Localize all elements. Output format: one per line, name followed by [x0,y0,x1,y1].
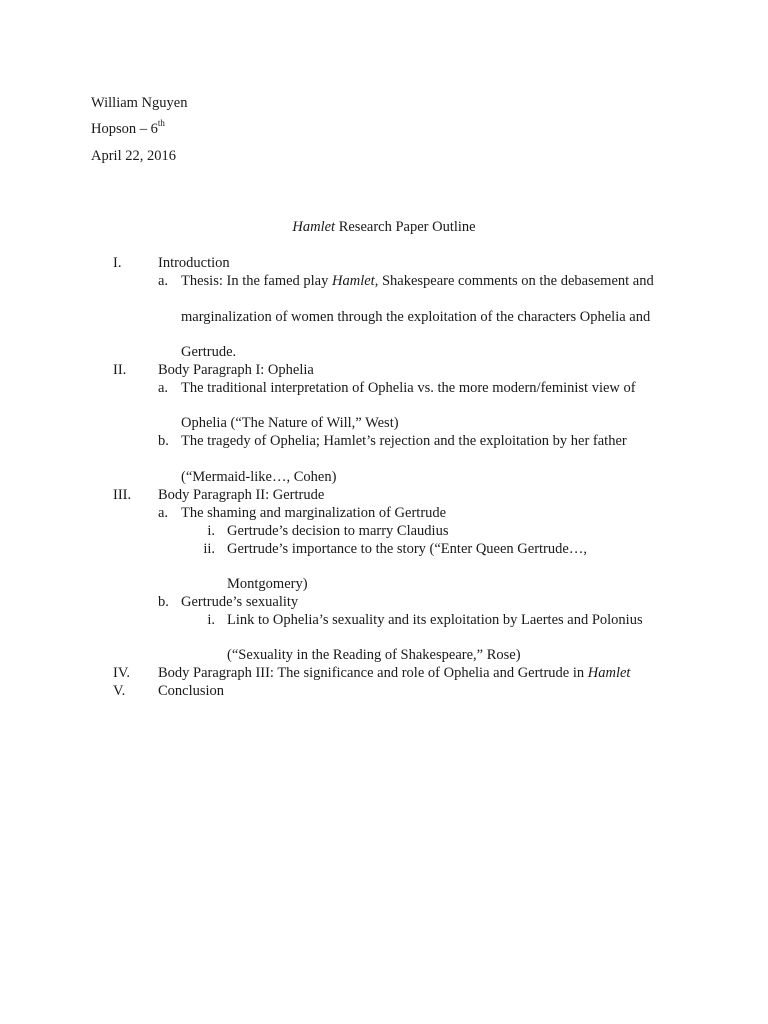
thesis-text-italic: Hamlet [332,273,375,289]
outline-heading-body-3 [158,664,630,682]
outline-sub-item-text: Link to Ophelia’s sexuality and its exploitation by Laertes and Polonius [227,612,643,628]
thesis-line-3: Gertrude. [181,344,237,360]
outline-heading-body-2: Body Paragraph II: Gertrude [158,487,325,503]
outline-sub-item-text: Montgomery) [227,576,308,592]
outline-marker: b. [158,433,169,449]
outline-marker: a. [158,380,169,396]
thesis-line-2: marginalization of women through the exploitation of the characters Ophelia and [181,309,651,325]
outline-marker: a. [158,273,169,289]
outline-item-text: Ophelia (“The Nature of Will,” West) [181,415,399,431]
class-period-superscript: th [157,118,165,129]
class-period-text: Hopson – 6 [91,121,158,137]
thesis-text-pre: Thesis: In the famed play [181,273,332,289]
outline-heading-introduction: Introduction [158,255,230,271]
outline-heading-body-1: Body Paragraph I: Ophelia [158,362,314,378]
author-name: William Nguyen [91,95,188,111]
outline-heading-conclusion: Conclusion [158,683,225,699]
outline-heading-body-3-italic: Hamlet [587,665,631,681]
outline-marker: a. [158,505,169,521]
page-title [0,218,768,236]
outline-numeral-2: II. [113,362,127,378]
outline-numeral-3: III. [113,487,132,503]
thesis-line-1 [181,272,654,290]
outline-item-text: Gertrude’s sexuality [181,594,299,610]
outline-numeral-1: I. [113,255,122,271]
outline-sub-item-text: Gertrude’s importance to the story (“Enter Queen Gertrude…, [227,541,587,557]
paper-date: April 22, 2016 [91,148,176,164]
thesis-text-post: , Shakespeare comments on the debasement and [374,273,654,289]
outline-sub-marker: i. [207,612,215,628]
outline-sub-item-text: Gertrude’s decision to marry Claudius [227,523,449,539]
class-period [91,120,165,138]
outline-item-text: The shaming and marginalization of Gertrude [181,505,447,521]
page-title-italic: Hamlet [292,219,336,235]
outline-item-text: The traditional interpretation of Ophelia vs. the more modern/feminist view of [181,380,636,396]
outline-sub-marker: ii. [203,541,215,557]
outline-marker: b. [158,594,169,610]
page-title-rest: Research Paper Outline [335,219,476,235]
outline-sub-marker: i. [207,523,215,539]
outline-numeral-5: V. [113,683,126,699]
outline-numeral-4: IV. [113,665,131,681]
outline-sub-item-text: (“Sexuality in the Reading of Shakespeare,” Rose) [227,647,521,663]
outline-heading-body-3-text: Body Paragraph III: The significance and role of Ophelia and Gertrude in [158,665,588,681]
outline-item-text: The tragedy of Ophelia; Hamlet’s rejection and the exploitation by her father [181,433,627,449]
outline-item-text: (“Mermaid-like…, Cohen) [181,469,337,485]
